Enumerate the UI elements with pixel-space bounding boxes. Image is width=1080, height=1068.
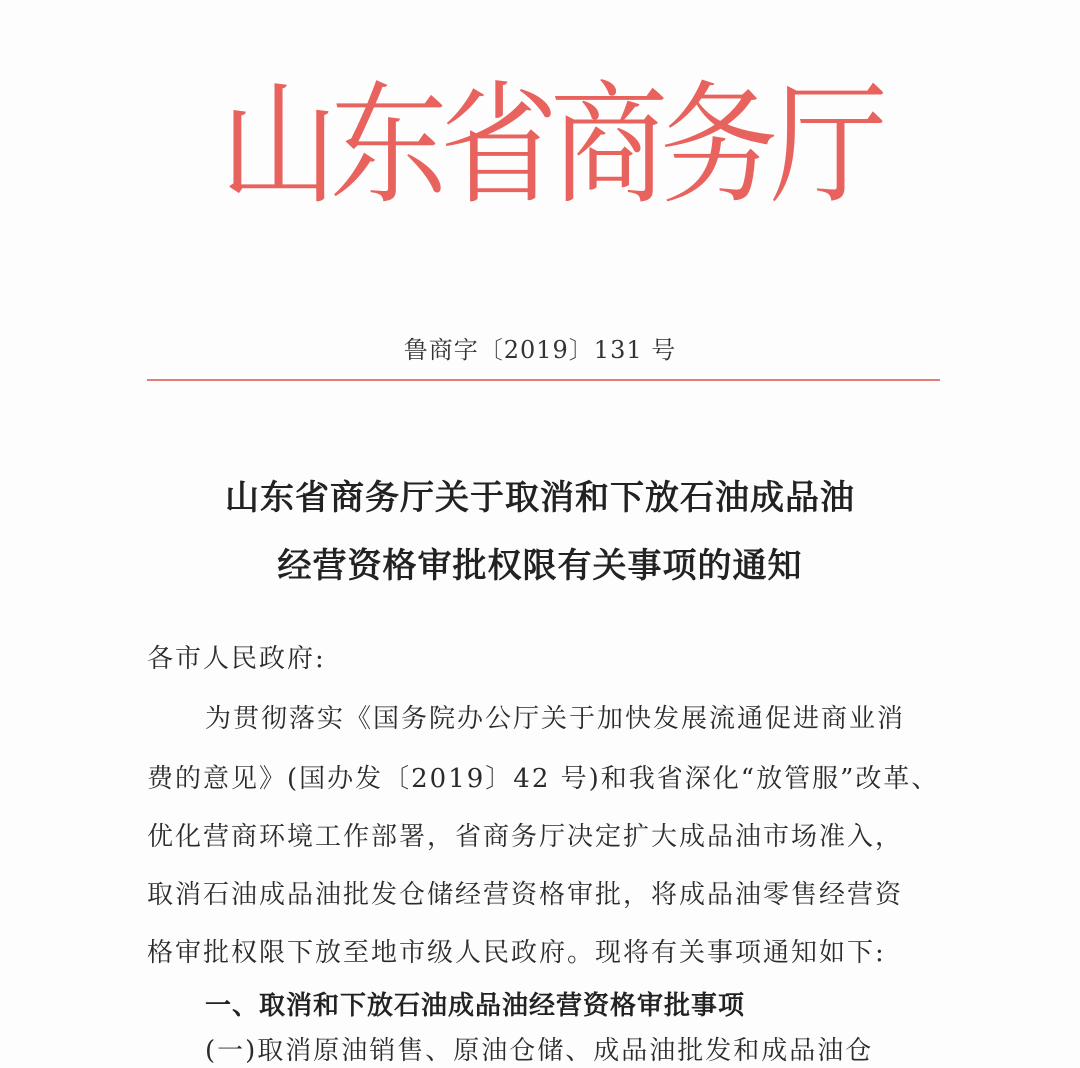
body-paragraph-line: 取消石油成品油批发仓储经营资格审批，将成品油零售经营资 [147, 880, 904, 910]
red-divider-line [147, 379, 940, 381]
body-paragraph-line: 为贯彻落实《国务院办公厅关于加快发展流通促进商业消 [205, 704, 906, 734]
letterhead-char: 山 [220, 67, 339, 223]
letterhead-char: 厅 [770, 67, 889, 223]
body-paragraph-line: (一)取消原油销售、原油仓储、成品油批发和成品油仓 [205, 1036, 874, 1066]
document-title-line-1: 山东省商务厅关于取消和下放石油成品油 [225, 478, 855, 518]
section-heading: 一、取消和下放石油成品油经营资格审批事项 [205, 991, 746, 1021]
letterhead [220, 67, 889, 223]
body-paragraph-line: 格审批权限下放至地市级人民政府。现将有关事项通知如下: [147, 938, 886, 968]
document-title-line-2: 经营资格审批权限有关事项的通知 [277, 546, 803, 586]
letterhead-char: 东 [330, 67, 449, 223]
document-number: 鲁商字〔2019〕131 号 [403, 336, 677, 364]
body-paragraph-line: 费的意见》(国办发〔2019〕42 号)和我省深化“放管服”改革、 [147, 764, 940, 794]
letterhead-char: 务 [660, 67, 779, 223]
body-paragraph-line: 优化营商环境工作部署，省商务厅决定扩大成品油市场准入， [147, 822, 904, 852]
salutation: 各市人民政府: [147, 644, 326, 674]
letterhead-char: 商 [550, 67, 669, 223]
letterhead-char: 省 [440, 67, 559, 223]
